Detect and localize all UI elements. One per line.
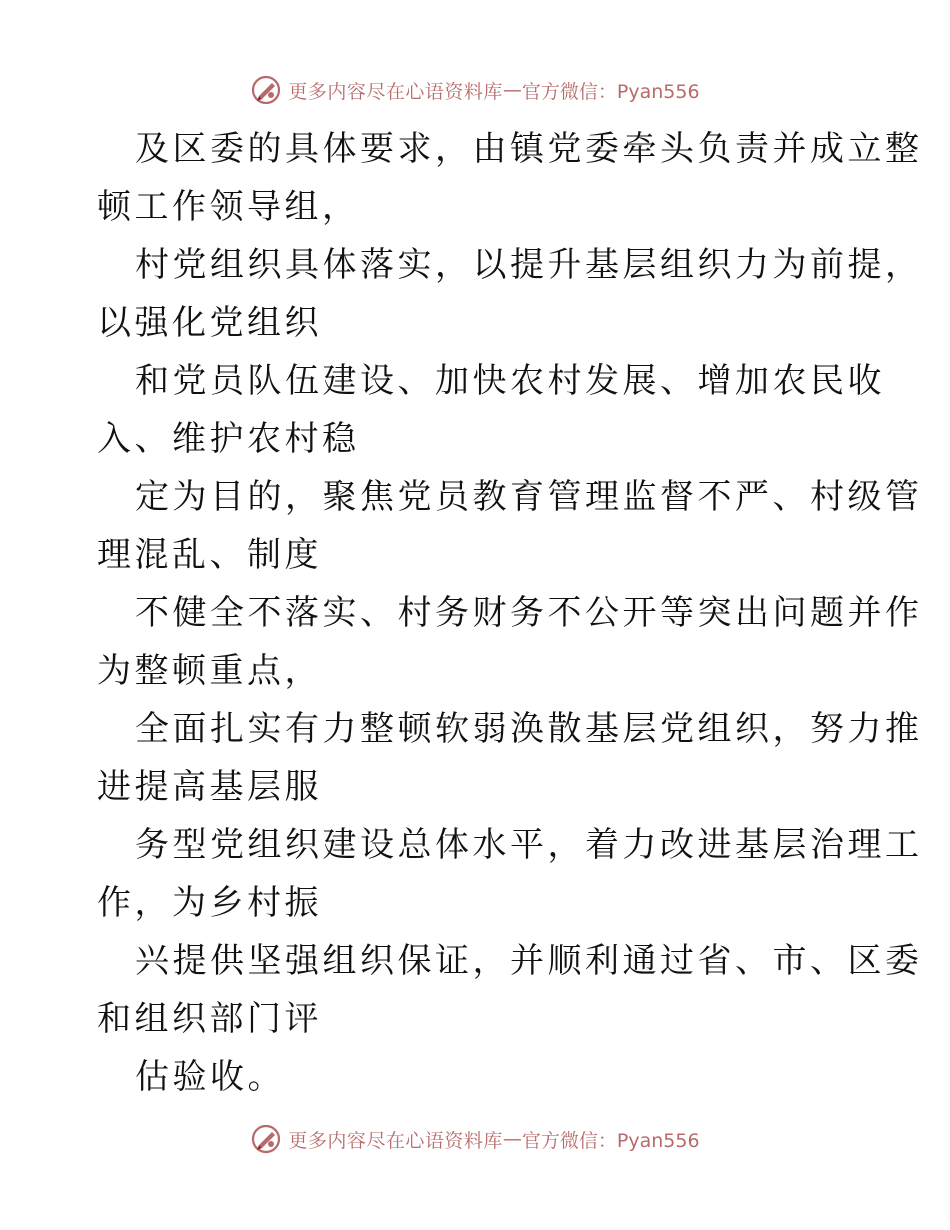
paragraph-line: 兴提供坚强组织保证，并顺利通过省、市、区委 [135, 941, 923, 981]
paragraph-line: 入、维护农村稳 [97, 419, 360, 459]
paragraph-line: 定为目的，聚焦党员教育管理监督不严、村级管 [135, 477, 923, 517]
paragraph-line: 为整顿重点， [97, 651, 322, 691]
paragraph-line: 进提高基层服 [97, 767, 322, 807]
footer-banner [0, 1119, 950, 1159]
paragraph-line: 及区委的具体要求，由镇党委牵头负责并成立整 [135, 129, 923, 169]
pen-circle-logo-icon [250, 1123, 282, 1155]
banner-separator: — [502, 79, 522, 101]
paragraph-line: 和组织部门评 [97, 999, 322, 1039]
paragraph-line: 顿工作领导组， [97, 187, 360, 227]
paragraph-line: 务型党组织建设总体水平，着力改进基层治理工 [135, 825, 923, 865]
paragraph-line: 估验收。 [135, 1057, 285, 1097]
paragraph-line: 作，为乡村振 [97, 883, 322, 923]
header-banner [0, 70, 950, 110]
paragraph-line: 村党组织具体落实，以提升基层组织力为前提， [135, 245, 923, 285]
banner-sub-text: 官方微信：Pyan556 [521, 1129, 700, 1152]
banner-main-text: 更多内容尽在心语资料库 [288, 80, 503, 103]
document-body [97, 120, 923, 1106]
banner-separator: — [502, 1128, 522, 1150]
paragraph-line: 不健全不落实、村务财务不公开等突出问题并作 [135, 593, 923, 633]
banner-main-text: 更多内容尽在心语资料库 [288, 1129, 503, 1152]
pen-circle-logo-icon [250, 74, 282, 106]
paragraph-line: 和党员队伍建设、加快农村发展、增加农民收 [135, 361, 885, 401]
paragraph-line: 全面扎实有力整顿软弱涣散基层党组织，努力推 [135, 709, 923, 749]
paragraph-line: 以强化党组织 [97, 303, 322, 343]
banner-sub-text: 官方微信：Pyan556 [521, 80, 700, 103]
paragraph-line: 理混乱、制度 [97, 535, 322, 575]
